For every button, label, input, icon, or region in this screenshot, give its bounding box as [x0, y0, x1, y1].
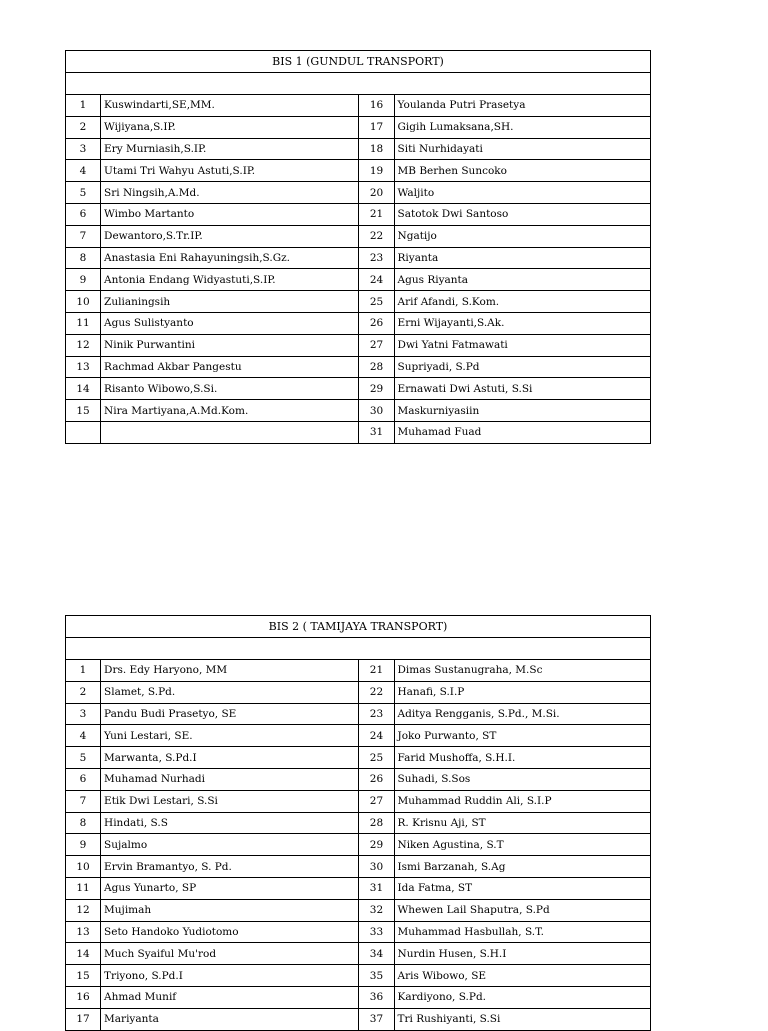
row-number-left: 11: [66, 877, 101, 899]
row-number-left: 5: [66, 182, 101, 204]
row-number-right: 31: [359, 877, 394, 899]
row-number-left: 6: [66, 768, 101, 790]
table-row: [66, 334, 651, 356]
row-number-left: 7: [66, 790, 101, 812]
row-number-right: 33: [359, 921, 394, 943]
row-number-left: 14: [66, 943, 101, 965]
name-left: Rachmad Akbar Pangestu: [101, 356, 359, 378]
name-left: Hindati, S.S: [101, 812, 359, 834]
blank-cell: [66, 638, 651, 660]
row-number-left: 1: [66, 660, 101, 682]
table-row: [66, 247, 651, 269]
row-number-right: 28: [359, 356, 394, 378]
bus-1-title: BIS 1 (GUNDUL TRANSPORT): [66, 51, 651, 73]
row-number-right: 34: [359, 943, 394, 965]
name-right: Waljito: [394, 182, 650, 204]
row-number-right: 26: [359, 312, 394, 334]
table-row: [66, 768, 651, 790]
table-row: [66, 921, 651, 943]
table-title-row: [66, 616, 651, 638]
row-number-left: 10: [66, 291, 101, 313]
row-number-left: 4: [66, 725, 101, 747]
row-number-left: 4: [66, 160, 101, 182]
row-number-left: 1: [66, 95, 101, 117]
name-right: Nurdin Husen, S.H.I: [394, 943, 650, 965]
name-right: Gigih Lumaksana,SH.: [394, 116, 650, 138]
bus-1-table: [65, 50, 651, 444]
row-number-left: 8: [66, 812, 101, 834]
bus-2-table: [65, 615, 651, 1031]
row-number-right: 19: [359, 160, 394, 182]
row-number-right: 37: [359, 1008, 394, 1030]
row-number-left: 5: [66, 747, 101, 769]
table-title-row: [66, 51, 651, 73]
table-row: [66, 965, 651, 987]
name-right: MB Berhen Suncoko: [394, 160, 650, 182]
table-row: [66, 225, 651, 247]
row-number-left: 13: [66, 921, 101, 943]
name-right: Muhammad Hasbullah, S.T.: [394, 921, 650, 943]
name-left: Triyono, S.Pd.I: [101, 965, 359, 987]
table-row: [66, 986, 651, 1008]
name-left: Ahmad Munif: [101, 986, 359, 1008]
table-row: [66, 856, 651, 878]
name-right: Ngatijo: [394, 225, 650, 247]
table-row: [66, 421, 651, 443]
row-number-right: 26: [359, 768, 394, 790]
row-number-right: 29: [359, 834, 394, 856]
name-left: Sri Ningsih,A.Md.: [101, 182, 359, 204]
name-left: Wimbo Martanto: [101, 203, 359, 225]
row-number-right: 30: [359, 856, 394, 878]
table-row: [66, 116, 651, 138]
row-number-left: 16: [66, 986, 101, 1008]
table-row: [66, 747, 651, 769]
table-row: [66, 681, 651, 703]
row-number-left: 15: [66, 965, 101, 987]
name-left: Slamet, S.Pd.: [101, 681, 359, 703]
row-number-right: 23: [359, 247, 394, 269]
name-left: Muhamad Nurhadi: [101, 768, 359, 790]
row-number-right: 17: [359, 116, 394, 138]
name-left: Nira Martiyana,A.Md.Kom.: [101, 400, 359, 422]
row-number-right: 21: [359, 203, 394, 225]
row-number-left: 3: [66, 703, 101, 725]
row-number-left: 12: [66, 899, 101, 921]
row-number-right: 25: [359, 291, 394, 313]
name-left: Mariyanta: [101, 1008, 359, 1030]
name-right: R. Krisnu Aji, ST: [394, 812, 650, 834]
name-left: Anastasia Eni Rahayuningsih,S.Gz.: [101, 247, 359, 269]
name-right: Ernawati Dwi Astuti, S.Si: [394, 378, 650, 400]
row-number-right: 29: [359, 378, 394, 400]
table-row: [66, 95, 651, 117]
table-row: [66, 203, 651, 225]
row-number-left: 6: [66, 203, 101, 225]
name-right: Maskurniyasiin: [394, 400, 650, 422]
name-right: Muhamad Fuad: [394, 421, 650, 443]
blank-cell: [66, 73, 651, 95]
table-row: [66, 660, 651, 682]
name-right: Niken Agustina, S.T: [394, 834, 650, 856]
row-number-left: 2: [66, 116, 101, 138]
name-right: Farid Mushoffa, S.H.I.: [394, 747, 650, 769]
name-left: Sujalmo: [101, 834, 359, 856]
row-number-right: 22: [359, 225, 394, 247]
name-right: Kardiyono, S.Pd.: [394, 986, 650, 1008]
name-left: Ninik Purwantini: [101, 334, 359, 356]
row-number-right: 27: [359, 790, 394, 812]
table-row: [66, 899, 651, 921]
name-left: Mujimah: [101, 899, 359, 921]
name-left: Agus Sulistyanto: [101, 312, 359, 334]
blank-row: [66, 73, 651, 95]
row-number-left: 7: [66, 225, 101, 247]
name-left: Much Syaiful Mu'rod: [101, 943, 359, 965]
row-number-right: 27: [359, 334, 394, 356]
name-right: Dwi Yatni Fatmawati: [394, 334, 650, 356]
row-number-left: 3: [66, 138, 101, 160]
table-row: [66, 943, 651, 965]
row-number-right: 30: [359, 400, 394, 422]
name-left: Zulianingsih: [101, 291, 359, 313]
row-number-right: 28: [359, 812, 394, 834]
name-right: Tri Rushiyanti, S.Si: [394, 1008, 650, 1030]
name-left: [101, 421, 359, 443]
table-row: [66, 812, 651, 834]
name-left: Marwanta, S.Pd.I: [101, 747, 359, 769]
table-row: [66, 834, 651, 856]
name-right: Youlanda Putri Prasetya: [394, 95, 650, 117]
name-right: Whewen Lail Shaputra, S.Pd: [394, 899, 650, 921]
name-left: Yuni Lestari, SE.: [101, 725, 359, 747]
table-row: [66, 703, 651, 725]
row-number-right: 20: [359, 182, 394, 204]
row-number-left: 15: [66, 400, 101, 422]
row-number-left: 8: [66, 247, 101, 269]
name-right: Aditya Rengganis, S.Pd., M.Si.: [394, 703, 650, 725]
name-right: Riyanta: [394, 247, 650, 269]
name-left: Dewantoro,S.Tr.IP.: [101, 225, 359, 247]
row-number-right: 21: [359, 660, 394, 682]
name-left: Utami Tri Wahyu Astuti,S.IP.: [101, 160, 359, 182]
row-number-left: 12: [66, 334, 101, 356]
row-number-right: 31: [359, 421, 394, 443]
name-right: Aris Wibowo, SE: [394, 965, 650, 987]
row-number-left: 9: [66, 269, 101, 291]
row-number-left: 17: [66, 1008, 101, 1030]
name-right: Hanafi, S.I.P: [394, 681, 650, 703]
table-row: [66, 182, 651, 204]
table-row: [66, 400, 651, 422]
table-row: [66, 269, 651, 291]
name-right: Muhammad Ruddin Ali, S.I.P: [394, 790, 650, 812]
table-row: [66, 356, 651, 378]
bus-2-title: BIS 2 ( TAMIJAYA TRANSPORT): [66, 616, 651, 638]
row-number-right: 23: [359, 703, 394, 725]
name-left: Wijiyana,S.IP.: [101, 116, 359, 138]
name-right: Ida Fatma, ST: [394, 877, 650, 899]
name-left: Antonia Endang Widyastuti,S.IP.: [101, 269, 359, 291]
table-row: [66, 1008, 651, 1030]
name-right: Agus Riyanta: [394, 269, 650, 291]
name-right: Joko Purwanto, ST: [394, 725, 650, 747]
name-right: Satotok Dwi Santoso: [394, 203, 650, 225]
row-number-left: [66, 421, 101, 443]
name-right: Suhadi, S.Sos: [394, 768, 650, 790]
table-row: [66, 790, 651, 812]
row-number-right: 16: [359, 95, 394, 117]
name-right: Ismi Barzanah, S.Ag: [394, 856, 650, 878]
name-left: Drs. Edy Haryono, MM: [101, 660, 359, 682]
name-left: Pandu Budi Prasetyo, SE: [101, 703, 359, 725]
row-number-left: 10: [66, 856, 101, 878]
row-number-right: 24: [359, 269, 394, 291]
name-left: Risanto Wibowo,S.Si.: [101, 378, 359, 400]
name-left: Seto Handoko Yudiotomo: [101, 921, 359, 943]
row-number-right: 22: [359, 681, 394, 703]
table-row: [66, 291, 651, 313]
name-right: Siti Nurhidayati: [394, 138, 650, 160]
table-row: [66, 378, 651, 400]
name-right: Supriyadi, S.Pd: [394, 356, 650, 378]
name-left: Ery Murniasih,S.IP.: [101, 138, 359, 160]
blank-row: [66, 638, 651, 660]
table-row: [66, 312, 651, 334]
row-number-right: 25: [359, 747, 394, 769]
row-number-right: 24: [359, 725, 394, 747]
row-number-left: 9: [66, 834, 101, 856]
table-row: [66, 138, 651, 160]
row-number-left: 11: [66, 312, 101, 334]
table-row: [66, 160, 651, 182]
row-number-left: 2: [66, 681, 101, 703]
row-number-right: 36: [359, 986, 394, 1008]
table-row: [66, 725, 651, 747]
row-number-right: 18: [359, 138, 394, 160]
row-number-left: 13: [66, 356, 101, 378]
name-right: Arif Afandi, S.Kom.: [394, 291, 650, 313]
name-left: Etik Dwi Lestari, S.Si: [101, 790, 359, 812]
name-left: Agus Yunarto, SP: [101, 877, 359, 899]
table-row: [66, 877, 651, 899]
row-number-right: 32: [359, 899, 394, 921]
row-number-left: 14: [66, 378, 101, 400]
name-right: Dimas Sustanugraha, M.Sc: [394, 660, 650, 682]
row-number-right: 35: [359, 965, 394, 987]
name-left: Ervin Bramantyo, S. Pd.: [101, 856, 359, 878]
name-left: Kuswindarti,SE,MM.: [101, 95, 359, 117]
name-right: Erni Wijayanti,S.Ak.: [394, 312, 650, 334]
